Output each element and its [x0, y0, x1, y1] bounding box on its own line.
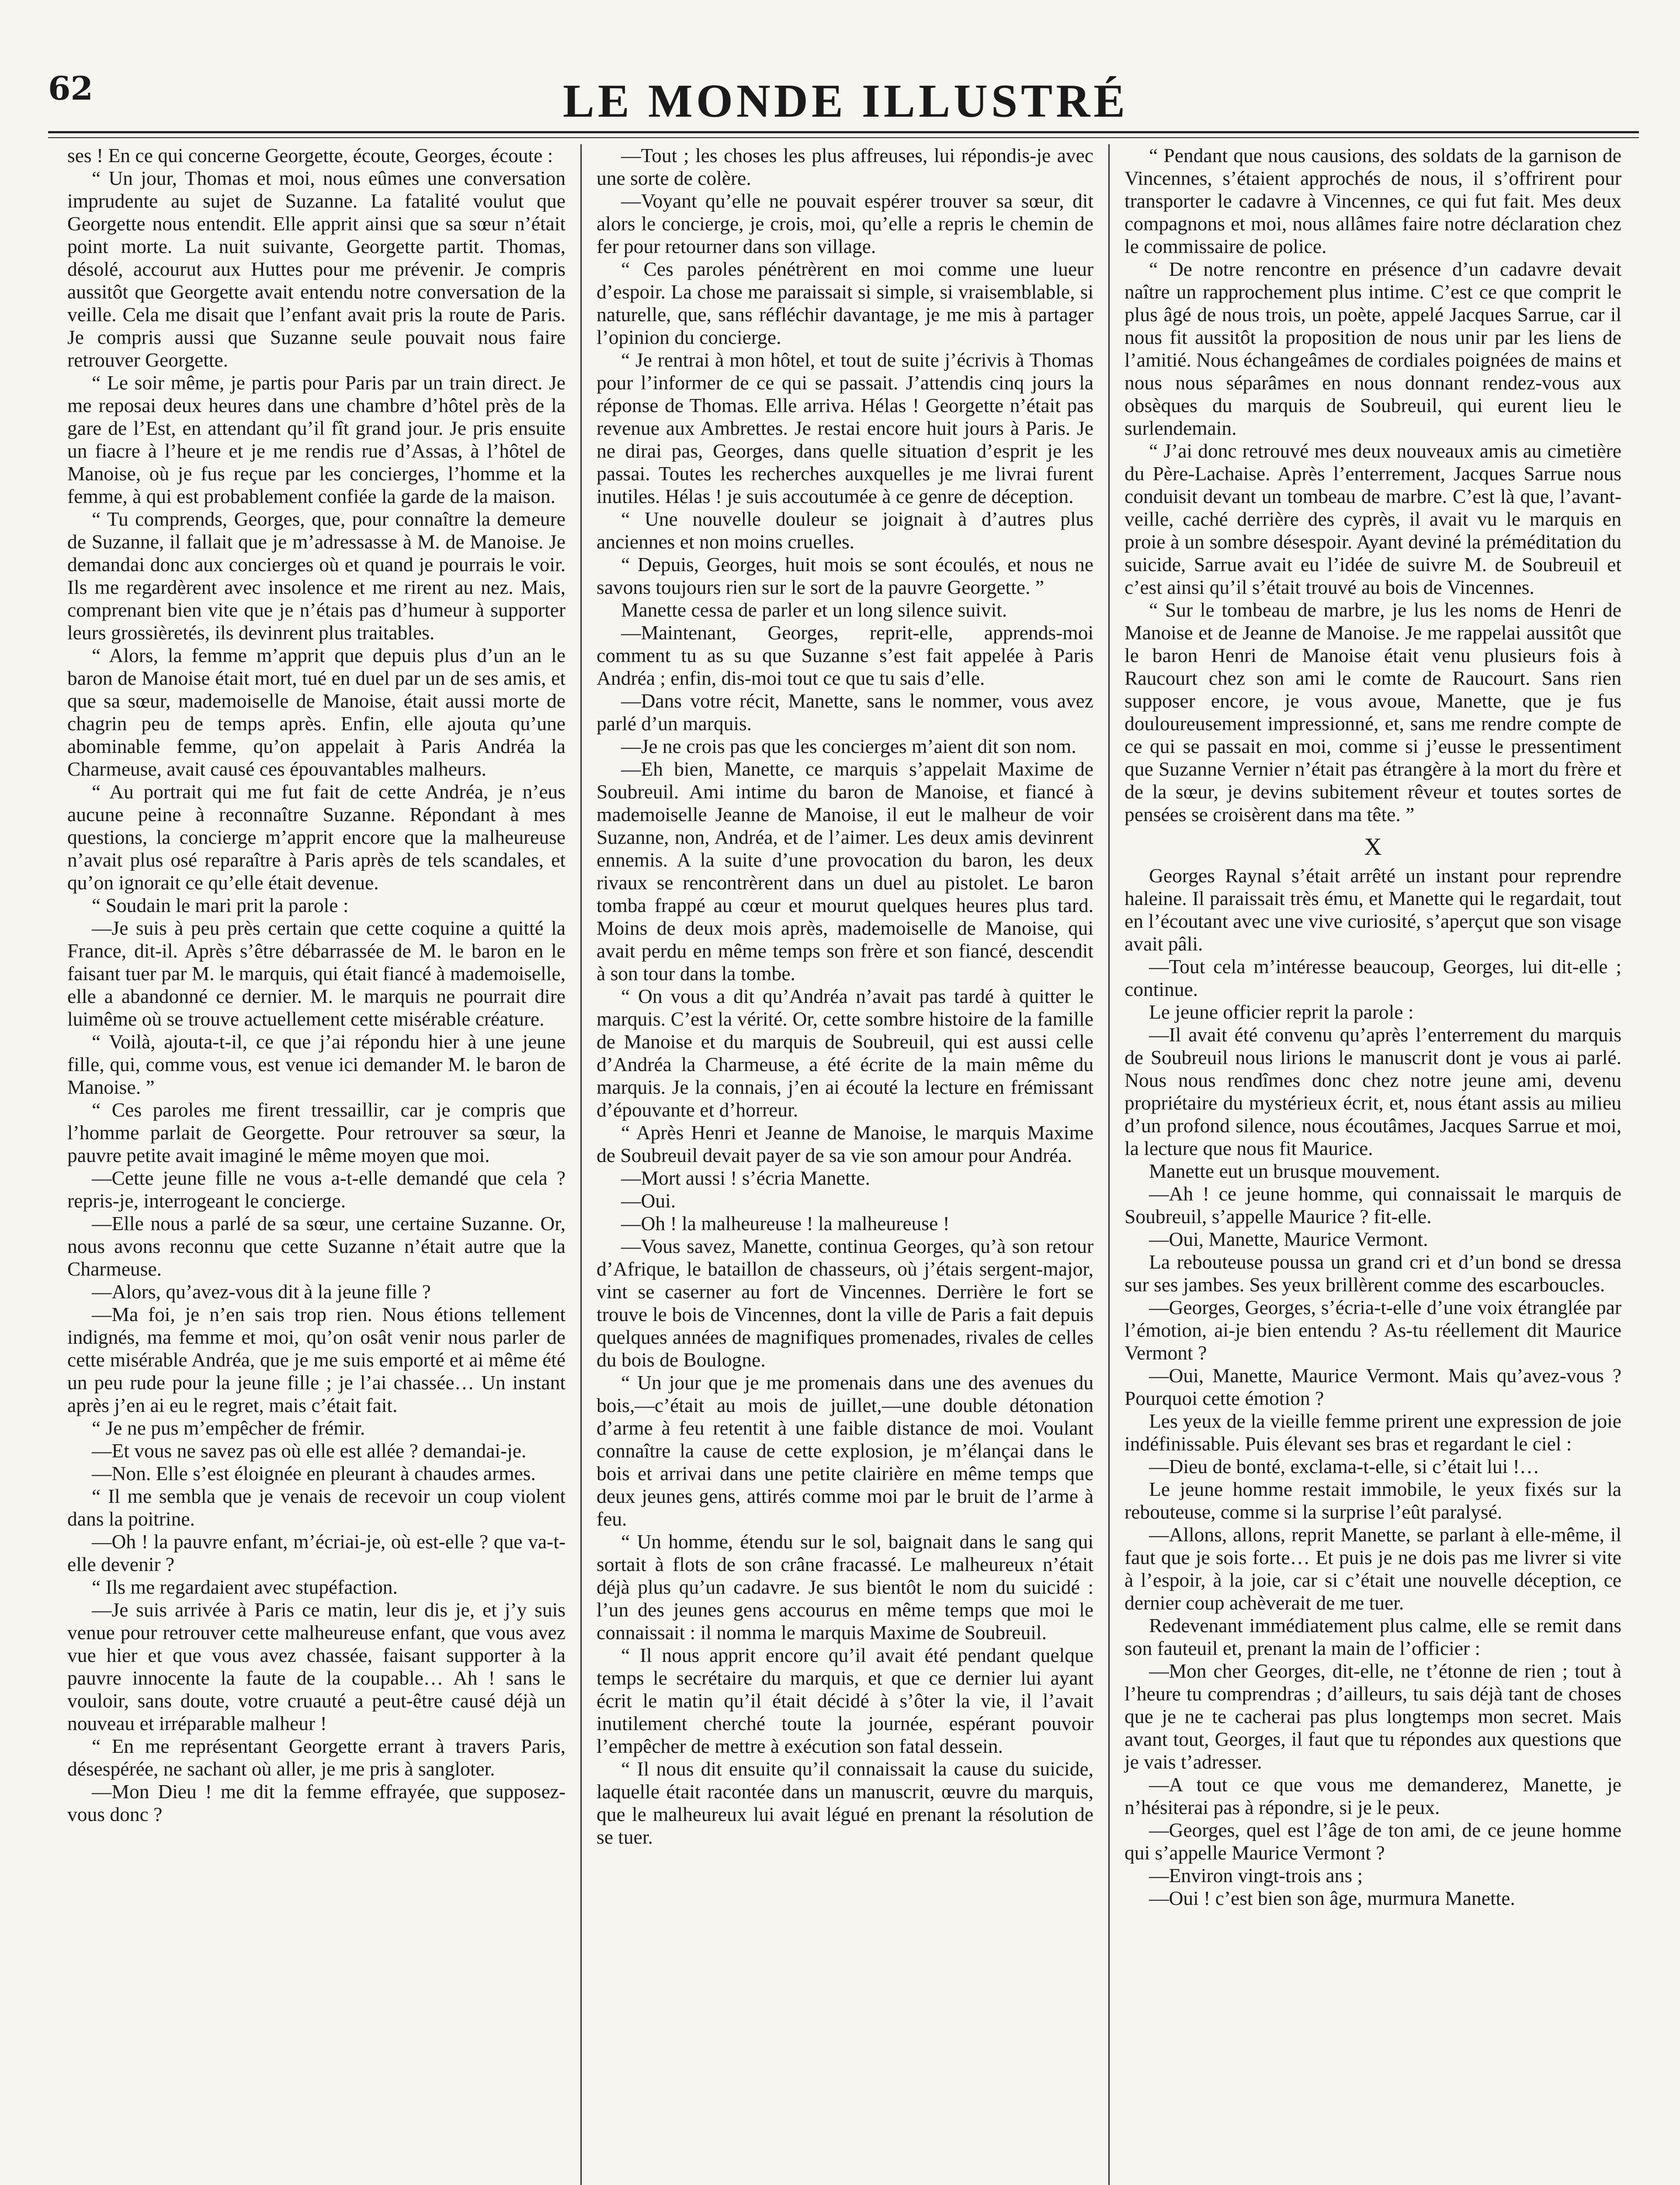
- paragraph: —Mon cher Georges, dit-elle, ne t’étonne de rien ; tout à l’heure tu comprendras ; d’ailleurs, tu sais déjà tant de choses que je ne te cacherai pas plus longtemps mon secret. Mais avant tout, Georges, il faut que tu répondes aux questions que je vais t’adresser.: [1125, 1660, 1621, 1773]
- text-columns: [52, 144, 1639, 2185]
- paragraph: Le jeune officier reprit la parole :: [1149, 1001, 1414, 1023]
- paragraph: “ Un jour, Thomas et moi, nous eûmes une conversation imprudente au sujet de Suzanne. La fatalité voulut que Georgette nous entendit. Elle apprit ainsi que sa sœur n’était point morte. La nuit suivante, Georgette partit. Thomas, désolé, accourut aux Huttes pour me prévenir. Je compris aussitôt que Georgette avait entendu notre conversation de la veille. Cela me disait que l’enfant avait pris la route de Paris. Je compris aussi que Suzanne seule pouvait nous faire retrouver Georgette.: [67, 167, 566, 371]
- header-rule-thin: [48, 137, 1639, 138]
- paragraph: “ Ces paroles me firent tressaillir, car je compris que l’homme parlait de Georgette. Pour retrouver sa sœur, la pauvre petite avait imaginé le même moyen que moi.: [67, 1099, 566, 1166]
- paragraph: “ De notre rencontre en présence d’un cadavre devait naître un rapprochement plus intime. C’est ce que comprit le plus âgé de nous trois, un poète, appelé Jacques Sarrue, car il nous fit aussitôt la proposition de nous unir par les liens de l’amitié. Nous échangeâmes de cordiales poignées de mains et nous nous séparâmes en nous donnant rendez-vous aux obsèques du marquis de Soubreuil, qui eurent lieu le surlendemain.: [1125, 258, 1621, 439]
- paragraph: —Oui, Manette, Maurice Vermont. Mais qu’avez-vous ? Pourquoi cette émotion ?: [1125, 1364, 1621, 1409]
- paragraph: —Georges, Georges, s’écria-t-elle d’une voix étranglée par l’émotion, ai-je bien entendu ? As-tu réellement dit Maurice Vermont ?: [1125, 1296, 1621, 1364]
- paragraph: —Voyant qu’elle ne pouvait espérer trouver sa sœur, dit alors le concierge, je crois, moi, qu’elle a repris le chemin de fer pour retourner dans son village.: [597, 190, 1093, 257]
- paragraph: “ Ces paroles pénétrèrent en moi comme une lueur d’espoir. La chose me paraissait si simple, si vraisemblable, si naturelle, que, sans réfléchir davantage, je me mis à partager l’opinion du concierge.: [597, 258, 1093, 348]
- paragraph: ses ! En ce qui concerne Georgette, écoute, Georges, écoute :: [67, 144, 553, 166]
- paragraph: —Cette jeune fille ne vous a-t-elle demandé que cela ? repris-je, interrogeant le concierge.: [67, 1167, 566, 1212]
- paragraph: “ Je ne pus m’empêcher de frémir.: [92, 1417, 365, 1439]
- page-number: 62: [48, 70, 93, 108]
- paragraph: “ Après Henri et Jeanne de Manoise, le marquis Maxime de Soubreuil devait payer de sa vie son amour pour Andréa.: [597, 1121, 1093, 1166]
- paragraph: —Mort aussi ! s’écria Manette.: [621, 1167, 870, 1189]
- paragraph: —Georges, quel est l’âge de ton ami, de ce jeune homme qui s’appelle Maurice Vermont ?: [1125, 1819, 1621, 1864]
- paragraph: “ Sur le tombeau de marbre, je lus les noms de Henri de Manoise et de Jeanne de Manoise. Je me rappelai aussitôt que le baron Henri de Manoise était venu plusieurs fois à Raucourt chez son ami le comte de Raucourt. Sans rien supposer encore, je vous avoue, Manette, que je fus douloureusement impressionné, et, sans me rendre compte de ce qui se passait en moi, comme si j’eusse le pressentiment que Suzanne Vernier n’était pas étrangère à la mort du frère et de la sœur, je devins subitement rêveur et toutes sortes de pensées se croisèrent dans ma tête. ”: [1125, 599, 1621, 825]
- paragraph: —Je ne crois pas que les concierges m’aient dit son nom.: [621, 735, 1076, 757]
- paragraph: “ Il me sembla que je venais de recevoir un coup violent dans la poitrine.: [67, 1485, 566, 1530]
- paragraph: —Ah ! ce jeune homme, qui connaissait le marquis de Soubreuil, s’appelle Maurice ? fit-elle.: [1125, 1183, 1621, 1228]
- paragraph: —Oui ! c’est bien son âge, murmura Manette.: [1149, 1887, 1515, 1909]
- paragraph: “ Pendant que nous causions, des soldats de la garnison de Vincennes, s’étaient approchés de nous, il s’offrirent pour transporter le cadavre à Vincennes, ce qui fut fait. Mes deux compagnons et moi, nous allâmes faire notre déclaration chez le commissaire de police.: [1125, 144, 1621, 257]
- paragraph: —Dans votre récit, Manette, sans le nommer, vous avez parlé d’un marquis.: [597, 690, 1093, 735]
- paragraph: —Tout ; les choses les plus affreuses, lui répondis-je avec une sorte de colère.: [597, 144, 1093, 189]
- paragraph: “ Il nous apprit encore qu’il avait été pendant quelque temps le secrétaire du marquis, et que ce dernier lui ayant écrit le matin qu’il était décidé à s’ôter la vie, il l’avait inutilement cherché toute la journée, espérant pouvoir l’empêcher de mettre à exécution son fatal dessein.: [597, 1644, 1093, 1757]
- paragraph: —Oui, Manette, Maurice Vermont.: [1149, 1228, 1428, 1250]
- paragraph: —Oh ! la pauvre enfant, m’écriai-je, où est-elle ? que va-t-elle devenir ?: [67, 1530, 566, 1575]
- paragraph: “ Le soir même, je partis pour Paris par un train direct. Je me reposai deux heures dans une chambre d’hôtel près de la gare de l’Est, en attendant qu’il fît grand jour. Je pris ensuite un fiacre à l’heure et je me rendis rue d’Assas, à l’hôtel de Manoise, où je fus reçue par les concierges, l’homme et la femme, à qui est probablement confiée la garde de la maison.: [67, 371, 566, 507]
- chapter-heading: X: [1364, 833, 1382, 860]
- paragraph: —Ma foi, je n’en sais trop rien. Nous étions tellement indignés, ma femme et moi, qu’on osât venir nous parler de cette misérable Andréa, que je me suis emporté et ai même été un peu rude pour la jeune fille ; je l’ai chassée… Un instant après j’en ai eu le regret, mais c’était fait.: [67, 1303, 566, 1416]
- paragraph: —Et vous ne savez pas où elle est allée ? demandai-je.: [92, 1439, 527, 1462]
- paragraph: —Je suis arrivée à Paris ce matin, leur dis je, et j’y suis venue pour retrouver cette malheureuse enfant, que vous avez vue hier et que vous avez chassée, faisant supporter à la pauvre innocente la faute de la coupable… Ah ! sans le vouloir, sans doute, votre cruauté a peut-être causé déjà un nouveau et irréparable malheur !: [67, 1599, 566, 1734]
- paragraph: Manette cessa de parler et un long silence suivit.: [621, 599, 1007, 621]
- paragraph: “ Tu comprends, Georges, que, pour connaître la demeure de Suzanne, il fallait que je m’adressasse à M. de Manoise. Je demandai donc aux concierges où et quand je pourrais le voir. Ils me regardèrent avec insolence et me rirent au nez. Mais, comprenant bien vite que je n’étais pas d’humeur à supporter leurs grossièretés, ils devinrent plus traitables.: [67, 508, 566, 644]
- paragraph: —Allons, allons, reprit Manette, se parlant à elle-même, il faut que je sois forte… Et puis je ne dois pas me livrer si vite à l’espoir, à la joie, car si c’était une nouvelle déception, ce dernier coup achèverait de me tuer.: [1125, 1523, 1621, 1614]
- column-1: [52, 144, 580, 2185]
- paragraph: “ Au portrait qui me fut fait de cette Andréa, je n’eus aucune peine à reconnaître Suzanne. Répondant à mes questions, la concierge m’apprit encore que la malheureuse n’avait plus osé reparaître à Paris après de tels scandales, et qu’on ignorait ce qu’elle était devenue.: [67, 780, 566, 894]
- paragraph: —A tout ce que vous me demanderez, Manette, je n’hésiterai pas à répondre, si je le peux.: [1125, 1773, 1621, 1818]
- paragraph: “ Je rentrai à mon hôtel, et tout de suite j’écrivis à Thomas pour l’informer de ce qui se passait. J’attendis cinq jours la réponse de Thomas. Elle arriva. Hélas ! Georgette n’était pas revenue aux Ambrettes. Je restai encore huit jours à Paris. Je ne dirai pas, Georges, dans quelle situation d’esprit je les passai. Toutes les recherches auxquelles je me livrai furent inutiles. Hélas ! je suis accoutumée à ce genre de déception.: [597, 349, 1093, 507]
- paragraph: —Vous savez, Manette, continua Georges, qu’à son retour d’Afrique, le bataillon de chasseurs, où j’étais sergent-major, vint se caserner au fort de Vincennes. Derrière le fort se trouve le bois de Vincennes, dont la ville de Paris a fait depuis quelques années de magnifiques promenades, rivales de celles du bois de Boulogne.: [597, 1235, 1093, 1371]
- paragraph: “ Un homme, étendu sur le sol, baignait dans le sang qui sortait à flots de son crâne fracassé. Le malheureux n’était déjà plus qu’un cadavre. Je sus bientôt le nom du suicidé : l’un des jeunes gens accourus en même temps que moi le connaissait : il nomma le marquis Maxime de Soubreuil.: [597, 1530, 1093, 1644]
- paragraph: —Oui.: [621, 1190, 676, 1212]
- paragraph: Redevenant immédiatement plus calme, elle se remit dans son fauteuil et, prenant la main de l’officier :: [1125, 1614, 1621, 1659]
- header-rule: [48, 131, 1639, 133]
- column-2: [580, 144, 1108, 2185]
- paragraph: Les yeux de la vieille femme prirent une expression de joie indéfinissable. Puis élevant ses bras et regardant le ciel :: [1125, 1410, 1621, 1455]
- paragraph: —Non. Elle s’est éloignée en pleurant à chaudes armes.: [92, 1462, 536, 1484]
- paragraph: —Dieu de bonté, exclama-t-elle, si c’était lui !…: [1149, 1455, 1540, 1477]
- paragraph: “ Voilà, ajouta-t-il, ce que j’ai répondu hier à une jeune fille, qui, comme vous, est venue ici demander M. le baron de Manoise. ”: [67, 1030, 566, 1098]
- paragraph: —Oh ! la malheureuse ! la malheureuse !: [621, 1212, 950, 1235]
- paragraph: “ Un jour que je me promenais dans une des avenues du bois,—c’était au mois de juillet,—une double détonation d’arme à feu retentit à une faible distance de moi. Voulant connaître la cause de cette explosion, je m’élançai dans le bois et arrivai dans une petite clairière en même temps que deux jeunes gens, attirés comme moi par le bruit de l’arme à feu.: [597, 1371, 1093, 1530]
- paragraph: —Mon Dieu ! me dit la femme effrayée, que supposez-vous donc ?: [67, 1780, 566, 1825]
- page-header: [48, 66, 1643, 140]
- paragraph: “ Alors, la femme m’apprit que depuis plus d’un an le baron de Manoise était mort, tué en duel par un de ses amis, et que sa sœur, mademoiselle de Manoise, était aussi morte de chagrin peu de temps après. Enfin, elle ajouta qu’une abominable femme, qu’on appelait à Paris Andréa la Charmeuse, avait causé ces épouvantables malheurs.: [67, 644, 566, 780]
- paragraph: “ En me représentant Georgette errant à travers Paris, désespérée, ne sachant où aller, je me pris à sangloter.: [67, 1735, 566, 1780]
- paragraph: Le jeune homme restait immobile, le yeux fixés sur la rebouteuse, comme si la surprise l’eût paralysé.: [1125, 1478, 1621, 1523]
- paragraph: “ J’ai donc retrouvé mes deux nouveaux amis au cimetière du Père-Lachaise. Après l’enterrement, Jacques Sarrue nous conduisit devant un tombeau de marbre. C’est là que, l’avant-veille, caché derrière des cyprès, il avait vu le marquis en proie à un sombre désespoir. Ayant deviné la préméditation du suicide, Sarrue avait eu l’idée de suivre M. de Soubreuil et c’est ainsi qu’il s’était trouvé au bois de Vincennes.: [1125, 440, 1621, 598]
- paragraph: —Elle nous a parlé de sa sœur, une certaine Suzanne. Or, nous avons reconnu que cette Suzanne n’était autre que la Charmeuse.: [67, 1212, 566, 1280]
- paragraph: —Environ vingt-trois ans ;: [1149, 1864, 1363, 1887]
- paragraph: —Tout cela m’intéresse beaucoup, Georges, lui dit-elle ; continue.: [1125, 955, 1621, 1000]
- paragraph: La rebouteuse poussa un grand cri et d’un bond se dressa sur ses jambes. Ses yeux brillèrent comme des escarboucles.: [1125, 1251, 1621, 1296]
- paragraph: —Alors, qu’avez-vous dit à la jeune fille ?: [92, 1280, 431, 1303]
- masthead-title: LE MONDE ILLUSTRÉ: [562, 75, 1129, 127]
- paragraph: “ Il nous dit ensuite qu’il connaissait la cause du suicide, laquelle était racontée dans un manuscrit, œuvre du marquis, que le malheureux lui avait légué en prenant la résolution de se tuer.: [597, 1758, 1093, 1848]
- paragraph: “ Soudain le mari prit la parole :: [92, 894, 349, 916]
- paragraph: —Je suis à peu près certain que cette coquine a quitté la France, dit-il. Après s’être débarrassée de M. le baron en le faisant tuer par M. le marquis, qui était fiancé à mademoiselle, elle a abandonné ce dernier. M. le marquis ne pourrait dire luimême où se trouve actuellement cette misérable créature.: [67, 917, 566, 1030]
- paragraph: “ Depuis, Georges, huit mois se sont écoulés, et nous ne savons toujours rien sur le sort de la pauvre Georgette. ”: [597, 553, 1093, 598]
- paragraph: “ On vous a dit qu’Andréa n’avait pas tardé à quitter le marquis. C’est la vérité. Or, cette sombre histoire de la famille de Manoise et du marquis de Soubreuil, qui est aussi celle d’Andréa la Charmeuse, a été écrite de la main même du marquis. Je la connais, j’en ai écouté la lecture en frémissant d’épouvante et d’horreur.: [597, 985, 1093, 1121]
- paragraph: —Maintenant, Georges, reprit-elle, apprends-moi comment tu as su que Suzanne s’est fait appelée à Paris Andréa ; enfin, dis-moi tout ce que tu sais d’elle.: [597, 621, 1093, 689]
- column-3: [1108, 144, 1636, 2185]
- paragraph: —Eh bien, Manette, ce marquis s’appelait Maxime de Soubreuil. Ami intime du baron de Manoise, et fiancé à mademoiselle Jeanne de Manoise, il eut le malheur de voir Suzanne, non, Andréa, et de l’aimer. Les deux amis devinrent ennemis. A la suite d’une provocation du baron, les deux rivaux se rencontrèrent dans un duel au pistolet. Le baron tomba frappé au cœur et mourut quelques heures plus tard. Moins de deux mois après, mademoiselle de Manoise, qui avait perdu en même temps son frère et son fiancé, descendit à son tour dans la tombe.: [597, 758, 1093, 985]
- paragraph: Manette eut un brusque mouvement.: [1149, 1160, 1440, 1182]
- paragraph: “ Ils me regardaient avec stupéfaction.: [92, 1576, 398, 1598]
- paragraph: “ Une nouvelle douleur se joignait à d’autres plus anciennes et non moins cruelles.: [597, 508, 1093, 553]
- paragraph: —Il avait été convenu qu’après l’enterrement du marquis de Soubreuil nous lirions le manuscrit dont je vous ai parlé. Nous nous rendîmes donc chez notre jeune ami, devenu propriétaire du mystérieux écrit, et, nous étant assis au milieu d’un profond silence, nous écoutâmes, Jacques Sarrue et moi, la lecture que nous fit Maurice.: [1125, 1023, 1621, 1159]
- paragraph: Georges Raynal s’était arrêté un instant pour reprendre haleine. Il paraissait très ému, et Manette qui le regardait, tout en l’écoutant avec une vive curiosité, s’aperçut que son visage avait pâli.: [1125, 864, 1621, 955]
